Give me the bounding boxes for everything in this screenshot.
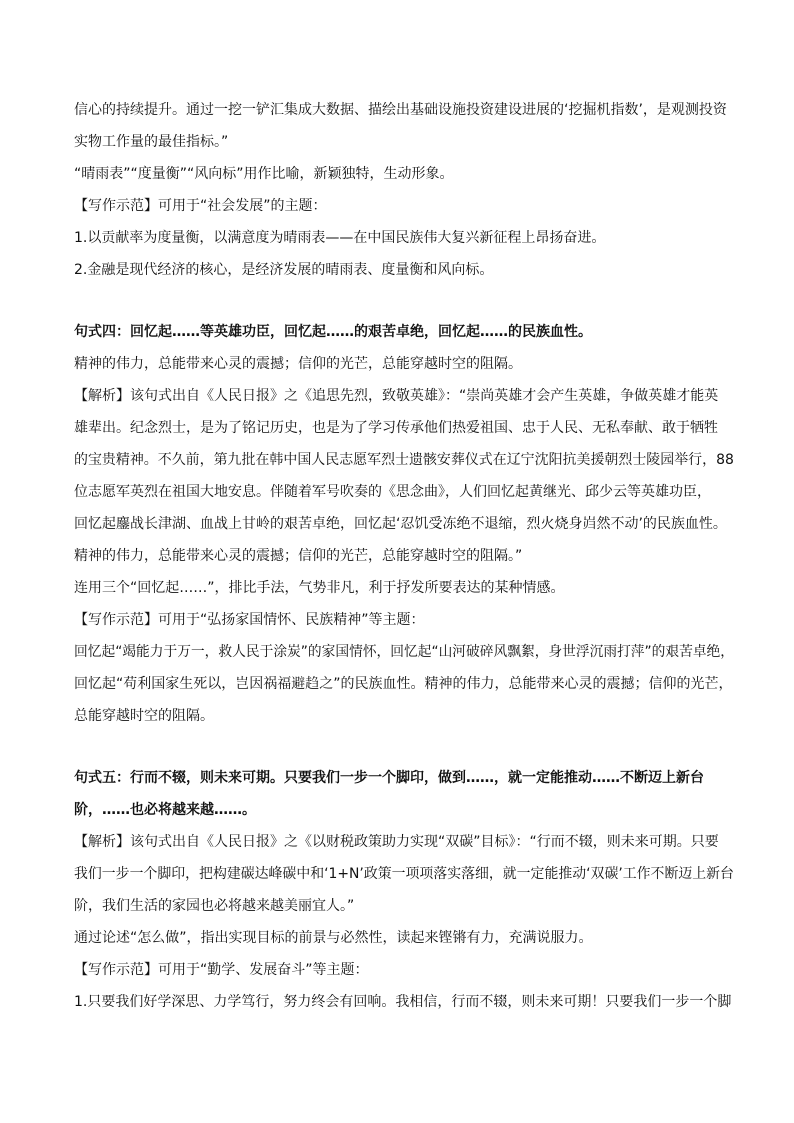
text-line: 的宝贵精神。不久前，第九批在韩中国人民志愿军烈士遗骸安葬仪式在辽宁沈阳抗美援朝烈士陵园举行，88 — [74, 452, 734, 468]
text-line: “晴雨表”“度量衡”“风向标”用作比喻，新颖独特，生动形象。 — [74, 166, 454, 182]
section-heading: 句式四：回忆起……等英雄功臣，回忆起……的艰苦卓绝，回忆起……的民族血性。 — [74, 324, 592, 340]
section-heading: 句式五：行而不辍，则未来可期。只要我们一步一个脚印，做到……，就一定能推动……不断迈上新台 — [74, 770, 704, 786]
text-line: 1.以贡献率为度量衡，以满意度为晴雨表——在中国民族伟大复兴新征程上昂扬奋进。 — [74, 230, 606, 246]
text-line: 【解析】该句式出自《人民日报》之《追思先烈，致敬英雄》：“崇尚英雄才会产生英雄，争做英雄才能英 — [74, 388, 719, 404]
text-line: 2.金融是现代经济的核心，是经济发展的晴雨表、度量衡和风向标。 — [74, 262, 494, 278]
text-line: 连用三个“回忆起……”，排比手法，气势非凡，利于抒发所要表达的某种情感。 — [74, 580, 565, 596]
text-line: 通过论述“怎么做”，指出实现目标的前景与必然性，读起来铿锵有力，充满说服力。 — [74, 930, 593, 946]
text-line: 【写作示范】可用于“社会发展”的主题： — [74, 198, 327, 214]
text-line: 回忆起“苟利国家生死以，岂因祸福避趋之”的民族血性。精神的伟力，总能带来心灵的震撼；信仰的光芒， — [74, 676, 733, 692]
text-line: 回忆起“竭能力于万一，救人民于涂炭”的家国情怀，回忆起“山河破碎风飘絮，身世浮沉雨打萍”的艰苦卓绝， — [74, 644, 735, 660]
text-line: 实物工作量的最佳指标。” — [74, 134, 229, 150]
section-heading: 阶，……也必将越来越……。 — [74, 802, 256, 818]
text-line: 【写作示范】可用于“弘扬家国情怀、民族精神”等主题： — [74, 612, 425, 628]
text-line: 信心的持续提升。通过一挖一铲汇集成大数据、描绘出基础设施投资建设进展的‘挖掘机指数’，是观测投资 — [74, 102, 727, 118]
text-line: 1.只要我们好学深思、力学笃行，努力终会有回响。我相信，行而不辍，则未来可期！只要我们一步一个脚 — [74, 994, 732, 1010]
text-line: 精神的伟力，总能带来心灵的震撼；信仰的光芒，总能穿越时空的阻隔。 — [74, 356, 522, 372]
text-line: 雄辈出。纪念烈士，是为了铭记历史，也是为了学习传承他们热爱祖国、忠于人民、无私奉献、敢于牺牲 — [74, 420, 718, 436]
text-line: 【写作示范】可用于“勤学、发展奋斗”等主题： — [74, 962, 369, 978]
text-line: 精神的伟力，总能带来心灵的震撼；信仰的光芒，总能穿越时空的阻隔。” — [74, 548, 523, 564]
text-line: 位志愿军英烈在祖国大地安息。伴随着军号吹奏的《思念曲》，人们回忆起黄继光、邱少云等英雄功臣， — [74, 484, 711, 500]
text-line: 回忆起鏖战长津湖、血战上甘岭的艰苦卓绝，回忆起‘忍饥受冻绝不退缩，烈火烧身岿然不动’的民族血性。 — [74, 516, 727, 532]
text-line: 阶，我们生活的家园也必将越来越美丽宜人。” — [74, 898, 355, 914]
text-line: 【解析】该句式出自《人民日报》之《以财税政策助力实现“双碳”目标》：“行而不辍，则未来可期。只要 — [74, 834, 719, 850]
text-line: 我们一步一个脚印，把构建碳达峰碳中和‘1+N’政策一项项落实落细，就一定能推动‘双碳’工作不断迈上新台 — [74, 866, 734, 882]
text-line: 总能穿越时空的阻隔。 — [74, 708, 214, 724]
